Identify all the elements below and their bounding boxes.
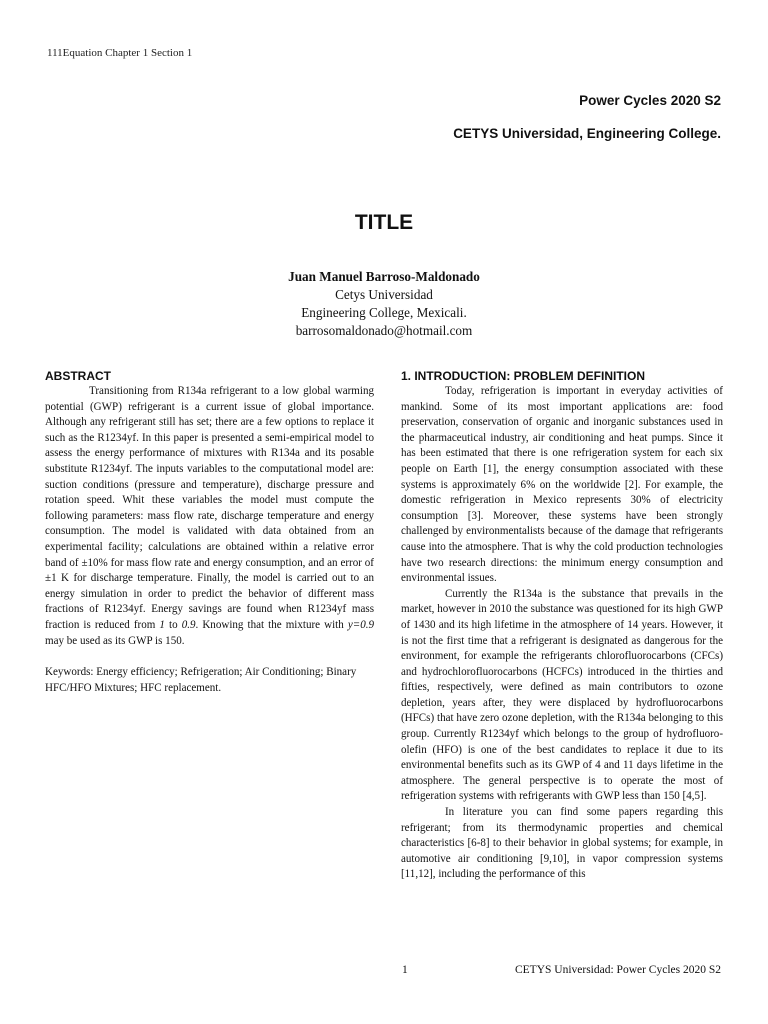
- author-block: [0, 268, 768, 340]
- field-code-note: 111Equation Chapter 1 Section 1: [47, 47, 193, 59]
- course-header: Power Cycles 2020 S2: [579, 93, 721, 108]
- intro-paragraph-2: Currently the R134a is the substance that prevails in the market, however in 2010 the substance was questioned for its high GWP of 1430 and its high lifetime in the atmosphere of 14 years. However, it is not the first time that a refrigerant is designated as dangerous for the environment, for example the refrigerants chlorofluorocarbons (CFCs) and hydrochlorofluorocarbons (HCFCs) introduced in the thirties and fifties, respectively, were defined as main contributors to ozone depletion, years after, they were displaced by hydrofluorocarbons (HFCs) that have zero ozone depletion, with the R134a belonging to this group. Currently R1234yf which belongs to the group of hydrofluoro-olefin (HFO) is one of the best candidates to replace it due to its environmental benefits such as its GWP of 4 and 11 days lifetime in the atmosphere. The general perspective is to operate the most of refrigeration systems with refrigerants with GWP less than 150 [4,5].: [401, 587, 723, 803]
- mass-fraction-from: 1: [159, 618, 165, 631]
- mass-fraction-to: 0.9: [181, 618, 196, 631]
- institution-header: CETYS Universidad, Engineering College.: [453, 126, 721, 141]
- page-number: 1: [402, 964, 408, 976]
- author-email: barrosomaldonado@hotmail.com: [295, 323, 473, 338]
- author-name: Juan Manuel Barroso-Maldonado: [288, 269, 480, 284]
- abstract-text: Transitioning from R134a refrigerant to a low global warming potential (GWP) refrigerant is a current issue of global importance. Although any refrigerant still has set; there are a few options to replace it such as the R1234yf. In this paper is presented a semi-empirical model to assess the energy performance of mixtures with R134a and its posable substitute R1234yf. The inputs variables to the computational model are: suction conditions (pressure and temperature), discharge pressure and rotation speed. Whit these variables the model must compute the following parameters: mass flow rate, discharge temperature and energy consumption. The model is validated with data obtained from an experimental facility; calculations are obtained within a relative error band of ±10% for mass flow rate and energy consumption, and an error of ±1 K for discharge temperature. Finally, the model is carried out to an energy simulation in order to predict the behavior of different mass fractions of R1234yf. Energy savings are found when R1234yf mass fraction is reduced from 1 to 0.9. Knowing that the mixture with y=0.9 may be used as its GWP is 150.: [45, 385, 375, 647]
- mixture-fraction: y=0.9: [347, 618, 375, 631]
- keywords: Keywords: Energy efficiency; Refrigeration; Air Conditioning; Binary HFC/HFO Mixtures; HFC replacement.: [45, 666, 357, 694]
- introduction-heading: 1. INTRODUCTION: PROBLEM DEFINITION: [401, 369, 645, 383]
- left-column: [45, 368, 374, 696]
- intro-paragraph-1: Today, refrigeration is important in everyday activities of mankind. Some of its most important applications are: food preservation, conservation of organic and inorganic substances used in the pharmaceutical industry, air conditioning and heat pumps. Since it has been estimated that there is one refrigeration system for each six people on Earth [1], the energy consumption associated with these systems is approximately 6% on the worldwide [2]. For example, the domestic refrigeration in Mexico represents 30% of electricity consumption [3]. Moreover, these systems have been strongly challenged by environmentalists because of the damage that refrigerants cause into the atmosphere. That is why the cold production technologies have two research directions: the minimum energy consumption and environmental issues.: [401, 385, 723, 585]
- footer-text: CETYS Universidad: Power Cycles 2020 S2: [514, 964, 721, 976]
- paper-title: TITLE: [354, 211, 414, 234]
- author-department: Engineering College, Mexicali.: [301, 305, 467, 320]
- intro-paragraph-3: In literature you can find some papers regarding this refrigerant; from its thermodynamic properties and chemical characteristics [6-8] to their behavior in global systems; for example, in automotive air conditioning [9,10], in vapor compression systems [11,12], including the performance of this: [401, 806, 723, 881]
- abstract-heading: ABSTRACT: [45, 369, 111, 383]
- author-affiliation: Cetys Universidad: [335, 287, 433, 302]
- right-column: [401, 368, 723, 883]
